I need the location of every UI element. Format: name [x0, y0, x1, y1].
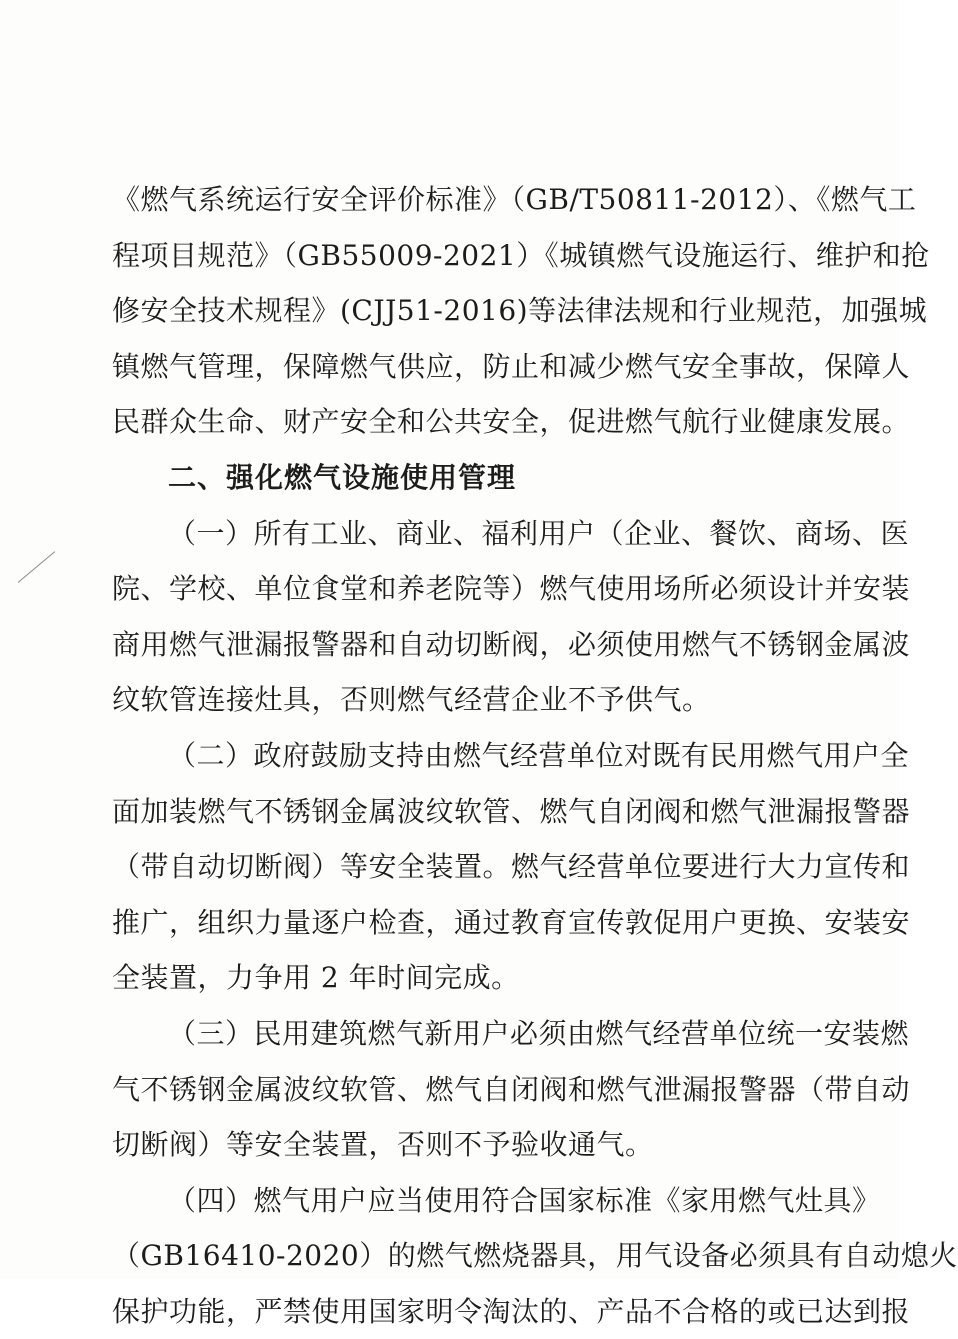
text-line: （三）民用建筑燃气新用户必须由燃气经营单位统一安装燃: [168, 1016, 910, 1050]
text-line: （二）政府鼓励支持由燃气经营单位对既有民用燃气用户全: [168, 738, 910, 772]
text-line: （GB16410-2020）的燃气燃烧器具，用气设备必须具有自动熄火: [112, 1239, 958, 1273]
text-line: 院、学校、单位食堂和养老院等）燃气使用场所必须设计并安装: [112, 572, 911, 606]
scan-artifact-line: [18, 551, 55, 583]
text-line: 全装置，力争用 2 年时间完成。: [112, 961, 520, 995]
text-line: 面加装燃气不锈钢金属波纹软管、燃气自闭阀和燃气泄漏报警器: [112, 794, 911, 828]
text-line: （一）所有工业、商业、福利用户（企业、餐饮、商场、医: [168, 516, 910, 550]
section-heading: 二、强化燃气设施使用管理: [168, 460, 517, 494]
paragraph-2: [112, 728, 911, 1006]
text-line: 推广，组织力量逐户检查，通过教育宣传敦促用户更换、安装安: [112, 905, 911, 939]
text-line: 镇燃气管理，保障燃气供应，防止和减少燃气安全事故，保障人: [112, 349, 911, 383]
text-line: 《燃气系统运行安全评价标准》（GB/T50811-2012）、《燃气工: [112, 183, 917, 216]
text-line: 切断阀）等安全装置，否则不予验收通气。: [112, 1128, 654, 1162]
text-line: 商用燃气泄漏报警器和自动切断阀，必须使用燃气不锈钢金属波: [112, 627, 911, 661]
document-body: [112, 172, 958, 1339]
text-line: 修安全技术规程》(CJJ51-2016)等法律法规和行业规范，加强城: [112, 294, 928, 328]
text-line: （带自动切断阀）等安全装置。燃气经营单位要进行大力宣传和: [112, 850, 911, 884]
text-line: 保护功能，严禁使用国家明令淘汰的、产品不合格的或已达到报: [112, 1294, 911, 1328]
text-line: 纹软管连接灶具，否则燃气经营企业不予供气。: [112, 683, 711, 717]
text-line: （四）燃气用户应当使用符合国家标准《家用燃气灶具》: [168, 1183, 881, 1217]
paragraph-3: [112, 1006, 911, 1173]
paragraph-1: [112, 506, 911, 728]
intro-paragraph: [112, 172, 930, 450]
text-line: 气不锈钢金属波纹软管、燃气自闭阀和燃气泄漏报警器（带自动: [112, 1072, 911, 1106]
text-line: 程项目规范》（GB55009-2021）《城镇燃气设施运行、维护和抢: [112, 238, 930, 272]
paragraph-4: [112, 1173, 958, 1339]
text-line: 民群众生命、财产安全和公共安全，促进燃气航行业健康发展。: [112, 405, 911, 439]
